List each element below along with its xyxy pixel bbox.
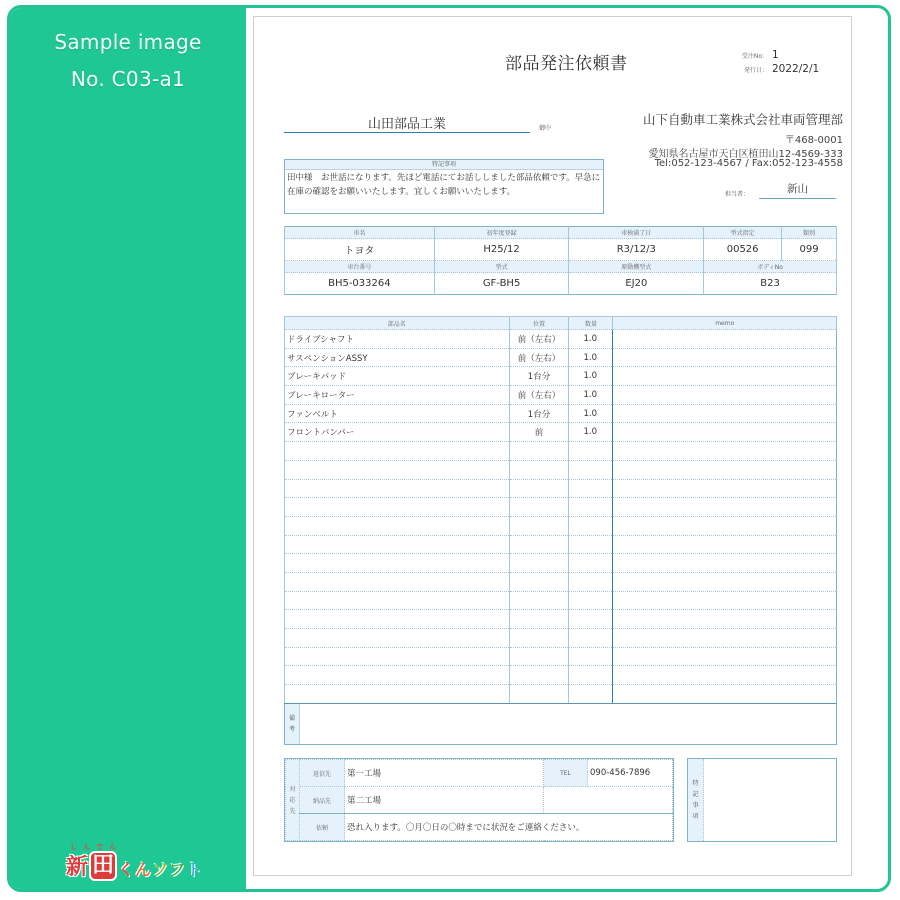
document-title: 部品発注依頼書	[505, 54, 628, 74]
memo-cell[interactable]	[613, 666, 837, 685]
position-cell[interactable]	[509, 554, 569, 573]
notes-line: 在庫の確認をお願いいたします。宜しくお願いいたします。	[287, 187, 516, 197]
memo-cell[interactable]	[613, 479, 837, 498]
parts-row	[285, 554, 837, 573]
parts-row	[285, 423, 837, 442]
part-name-cell[interactable]	[285, 591, 510, 610]
request-value: 恐れ入ります。〇月〇日の〇時までに状況をご連絡ください。	[345, 814, 673, 841]
position-cell[interactable]	[509, 479, 569, 498]
quantity-cell[interactable]	[569, 666, 613, 685]
tel-value: 090-456-7896	[588, 760, 673, 787]
part-name-cell[interactable]	[285, 685, 510, 704]
vehicle-label: 型式	[434, 261, 569, 273]
remarks-label-char: 備	[288, 715, 295, 722]
vehicle-label: 型式指定	[704, 227, 782, 239]
part-name-cell[interactable]: フロントバンパー	[285, 423, 510, 442]
vehicle-value-row	[285, 239, 837, 261]
remarks-label	[285, 704, 300, 744]
quantity-cell[interactable]: 1.0	[569, 404, 613, 423]
vehicle-value: トヨタ	[285, 239, 435, 261]
delivery-extra	[544, 787, 673, 814]
position-cell[interactable]: 前（左右）	[509, 348, 569, 367]
part-name-cell[interactable]	[285, 629, 510, 648]
parts-row	[285, 367, 837, 386]
order-number	[732, 49, 779, 61]
contact-table	[285, 759, 673, 841]
logo-kana: く	[118, 860, 135, 879]
remarks-field[interactable]	[300, 704, 836, 744]
parts-row	[285, 498, 837, 517]
part-name-cell[interactable]: ファンベルト	[285, 404, 510, 423]
special-notes-box	[687, 758, 837, 842]
issue-date-value: 2022/2/1	[772, 63, 820, 75]
column-header-memo: memo	[613, 317, 837, 330]
memo-cell[interactable]	[613, 404, 837, 423]
quantity-cell[interactable]	[569, 535, 613, 554]
vehicle-label: 初年度登録	[434, 227, 569, 239]
document-page	[253, 16, 852, 876]
reply-to-value: 第一工場	[345, 760, 544, 787]
sender-postal: 〒468-0001	[784, 135, 843, 146]
position-cell[interactable]: 前	[509, 423, 569, 442]
parts-row	[285, 647, 837, 666]
logo-kana: ソ	[152, 860, 169, 879]
quantity-cell[interactable]	[569, 572, 613, 591]
quantity-cell[interactable]: 1.0	[569, 386, 613, 405]
tel-label: TEL	[544, 760, 588, 787]
parts-row	[285, 479, 837, 498]
logo-kanji-2: 田	[89, 851, 117, 881]
parts-row	[285, 330, 837, 349]
parts-row	[285, 516, 837, 535]
quantity-cell[interactable]	[569, 610, 613, 629]
sample-title: Sample image	[54, 30, 202, 54]
vehicle-info-table	[284, 226, 837, 295]
vehicle-label: 原動機型式	[569, 261, 704, 273]
issue-date	[732, 63, 819, 75]
sidebar	[10, 8, 246, 889]
part-name-cell[interactable]	[285, 610, 510, 629]
memo-cell[interactable]	[613, 647, 837, 666]
memo-cell[interactable]	[613, 591, 837, 610]
special-notes-label-char: 事	[692, 802, 699, 809]
position-cell[interactable]	[509, 647, 569, 666]
special-notes-label	[688, 759, 704, 841]
quantity-cell[interactable]	[569, 629, 613, 648]
part-name-cell[interactable]: ブレーキローター	[285, 386, 510, 405]
part-name-cell[interactable]	[285, 460, 510, 479]
person-in-charge-label: 担当者：	[725, 191, 750, 198]
quantity-cell[interactable]	[569, 685, 613, 704]
memo-cell[interactable]	[613, 348, 837, 367]
position-cell[interactable]	[509, 666, 569, 685]
quantity-cell[interactable]	[569, 516, 613, 535]
order-number-label: 受注No：	[741, 53, 768, 60]
quantity-cell[interactable]	[569, 479, 613, 498]
notes-label: 特記事項	[285, 160, 603, 170]
vehicle-value: B23	[704, 273, 837, 295]
part-name-cell[interactable]	[285, 666, 510, 685]
quantity-cell[interactable]	[569, 647, 613, 666]
sender-tel-fax: Tel:052-123-4567 / Fax:052-123-4558	[654, 158, 843, 169]
position-cell[interactable]	[509, 610, 569, 629]
vehicle-value: R3/12/3	[569, 239, 704, 261]
part-name-cell[interactable]	[285, 572, 510, 591]
logo-ruby: しんでん	[70, 843, 122, 851]
quantity-cell[interactable]: 1.0	[569, 367, 613, 386]
logo-kana: フ	[169, 860, 186, 879]
quantity-cell[interactable]: 1.0	[569, 330, 613, 349]
vehicle-label: 車台番号	[285, 261, 435, 273]
vehicle-value-row	[285, 273, 837, 295]
request-label: 依頼	[300, 814, 345, 841]
part-name-cell[interactable]: ブレーキパッド	[285, 367, 510, 386]
part-name-cell[interactable]	[285, 498, 510, 517]
position-cell[interactable]	[509, 498, 569, 517]
memo-cell[interactable]	[613, 423, 837, 442]
sample-number: No. C03-a1	[70, 67, 186, 91]
memo-cell[interactable]	[613, 610, 837, 629]
part-name-cell[interactable]	[285, 479, 510, 498]
contact-side-label-char: 応	[289, 796, 296, 804]
quantity-cell[interactable]: 1.0	[569, 423, 613, 442]
parts-header-row	[285, 317, 837, 330]
vehicle-value: H25/12	[434, 239, 569, 261]
brand-logo	[66, 843, 203, 881]
parts-row	[285, 460, 837, 479]
position-cell[interactable]	[509, 591, 569, 610]
part-name-cell[interactable]	[285, 647, 510, 666]
memo-cell[interactable]	[613, 572, 837, 591]
position-cell[interactable]	[509, 535, 569, 554]
parts-row	[285, 610, 837, 629]
parts-row	[285, 591, 837, 610]
reply-to-label: 返信先	[300, 760, 345, 787]
sender-address: 愛知県名古屋市天白区植田山12-4569-333	[648, 149, 843, 160]
contact-side-label-char: 先	[289, 807, 296, 815]
recipient-honorific: 御中	[539, 125, 552, 132]
column-header-quantity: 数量	[569, 317, 613, 330]
order-number-value: 1	[772, 49, 779, 61]
part-name-cell[interactable]: ドライブシャフト	[285, 330, 510, 349]
memo-cell[interactable]	[613, 386, 837, 405]
memo-cell[interactable]	[613, 367, 837, 386]
part-name-cell[interactable]	[285, 516, 510, 535]
recipient-name: 山田部品工業	[284, 113, 530, 133]
delivery-value: 第二工場	[345, 787, 544, 814]
quantity-cell[interactable]: 1.0	[569, 348, 613, 367]
notes-line: 田中様 お世話になります。先ほど電話にてお話ししました部品依頼です。早急に	[287, 173, 601, 183]
notes-text	[285, 170, 603, 200]
part-name-cell[interactable]	[285, 442, 510, 461]
position-cell[interactable]	[509, 516, 569, 535]
vehicle-label-row	[285, 227, 837, 239]
issue-date-label: 発行日：	[743, 67, 768, 74]
quantity-cell[interactable]	[569, 498, 613, 517]
memo-cell[interactable]	[613, 330, 837, 349]
vehicle-value: GF-BH5	[434, 273, 569, 295]
position-cell[interactable]	[509, 629, 569, 648]
remarks-label-char: 考	[288, 726, 295, 733]
parts-row	[285, 386, 837, 405]
contact-side-label-char: 対	[289, 785, 296, 793]
parts-row	[285, 572, 837, 591]
memo-cell[interactable]	[613, 535, 837, 554]
memo-cell[interactable]	[613, 498, 837, 517]
vehicle-label: 車検満了日	[569, 227, 704, 239]
parts-row	[285, 442, 837, 461]
vehicle-label: ボディNo	[704, 261, 837, 273]
logo-kanji-1: 新	[66, 855, 89, 880]
parts-row	[285, 629, 837, 648]
vehicle-value: 00526	[704, 239, 782, 261]
special-notes-field[interactable]	[704, 759, 836, 841]
quantity-cell[interactable]	[569, 554, 613, 573]
position-cell[interactable]: 1台分	[509, 404, 569, 423]
quantity-cell[interactable]	[569, 591, 613, 610]
position-cell[interactable]	[509, 460, 569, 479]
logo-kana: ん	[135, 860, 152, 879]
vehicle-value: 099	[782, 239, 837, 261]
parts-row	[285, 404, 837, 423]
parts-table	[284, 316, 837, 704]
parts-row	[285, 685, 837, 704]
special-notes-label-char: 項	[692, 813, 699, 820]
contact-box	[284, 758, 674, 842]
person-in-charge-value: 新山	[759, 181, 836, 199]
memo-cell[interactable]	[613, 554, 837, 573]
logo-kana: ト	[186, 860, 203, 879]
memo-cell[interactable]	[613, 460, 837, 479]
memo-cell[interactable]	[613, 629, 837, 648]
memo-cell[interactable]	[613, 516, 837, 535]
vehicle-label: 車名	[285, 227, 435, 239]
parts-row	[285, 535, 837, 554]
special-notes-label-char: 記	[692, 791, 699, 798]
special-notes-label-char: 特	[692, 780, 699, 787]
vehicle-label: 類別	[782, 227, 837, 239]
notes-box	[284, 159, 604, 214]
vehicle-value: EJ20	[569, 273, 704, 295]
part-name-cell[interactable]: サスペンションASSY	[285, 348, 510, 367]
vehicle-label-row	[285, 261, 837, 273]
quantity-cell[interactable]	[569, 460, 613, 479]
position-cell[interactable]: 前（左右）	[509, 330, 569, 349]
position-cell[interactable]	[509, 442, 569, 461]
part-name-cell[interactable]	[285, 554, 510, 573]
remarks-box	[284, 703, 837, 745]
contact-side-label	[286, 760, 300, 841]
delivery-label: 納品先	[300, 787, 345, 814]
sender-company: 山下自動車工業株式会社車両管理部	[642, 112, 843, 127]
memo-cell[interactable]	[613, 442, 837, 461]
position-cell[interactable]	[509, 685, 569, 704]
position-cell[interactable]	[509, 572, 569, 591]
column-header-position: 位置	[509, 317, 569, 330]
parts-row	[285, 666, 837, 685]
column-header-part-name: 部品名	[285, 317, 510, 330]
parts-row	[285, 348, 837, 367]
position-cell[interactable]: 1台分	[509, 367, 569, 386]
position-cell[interactable]: 前（左右）	[509, 386, 569, 405]
vehicle-value: BH5-033264	[285, 273, 435, 295]
memo-cell[interactable]	[613, 685, 837, 704]
quantity-cell[interactable]	[569, 442, 613, 461]
part-name-cell[interactable]	[285, 535, 510, 554]
